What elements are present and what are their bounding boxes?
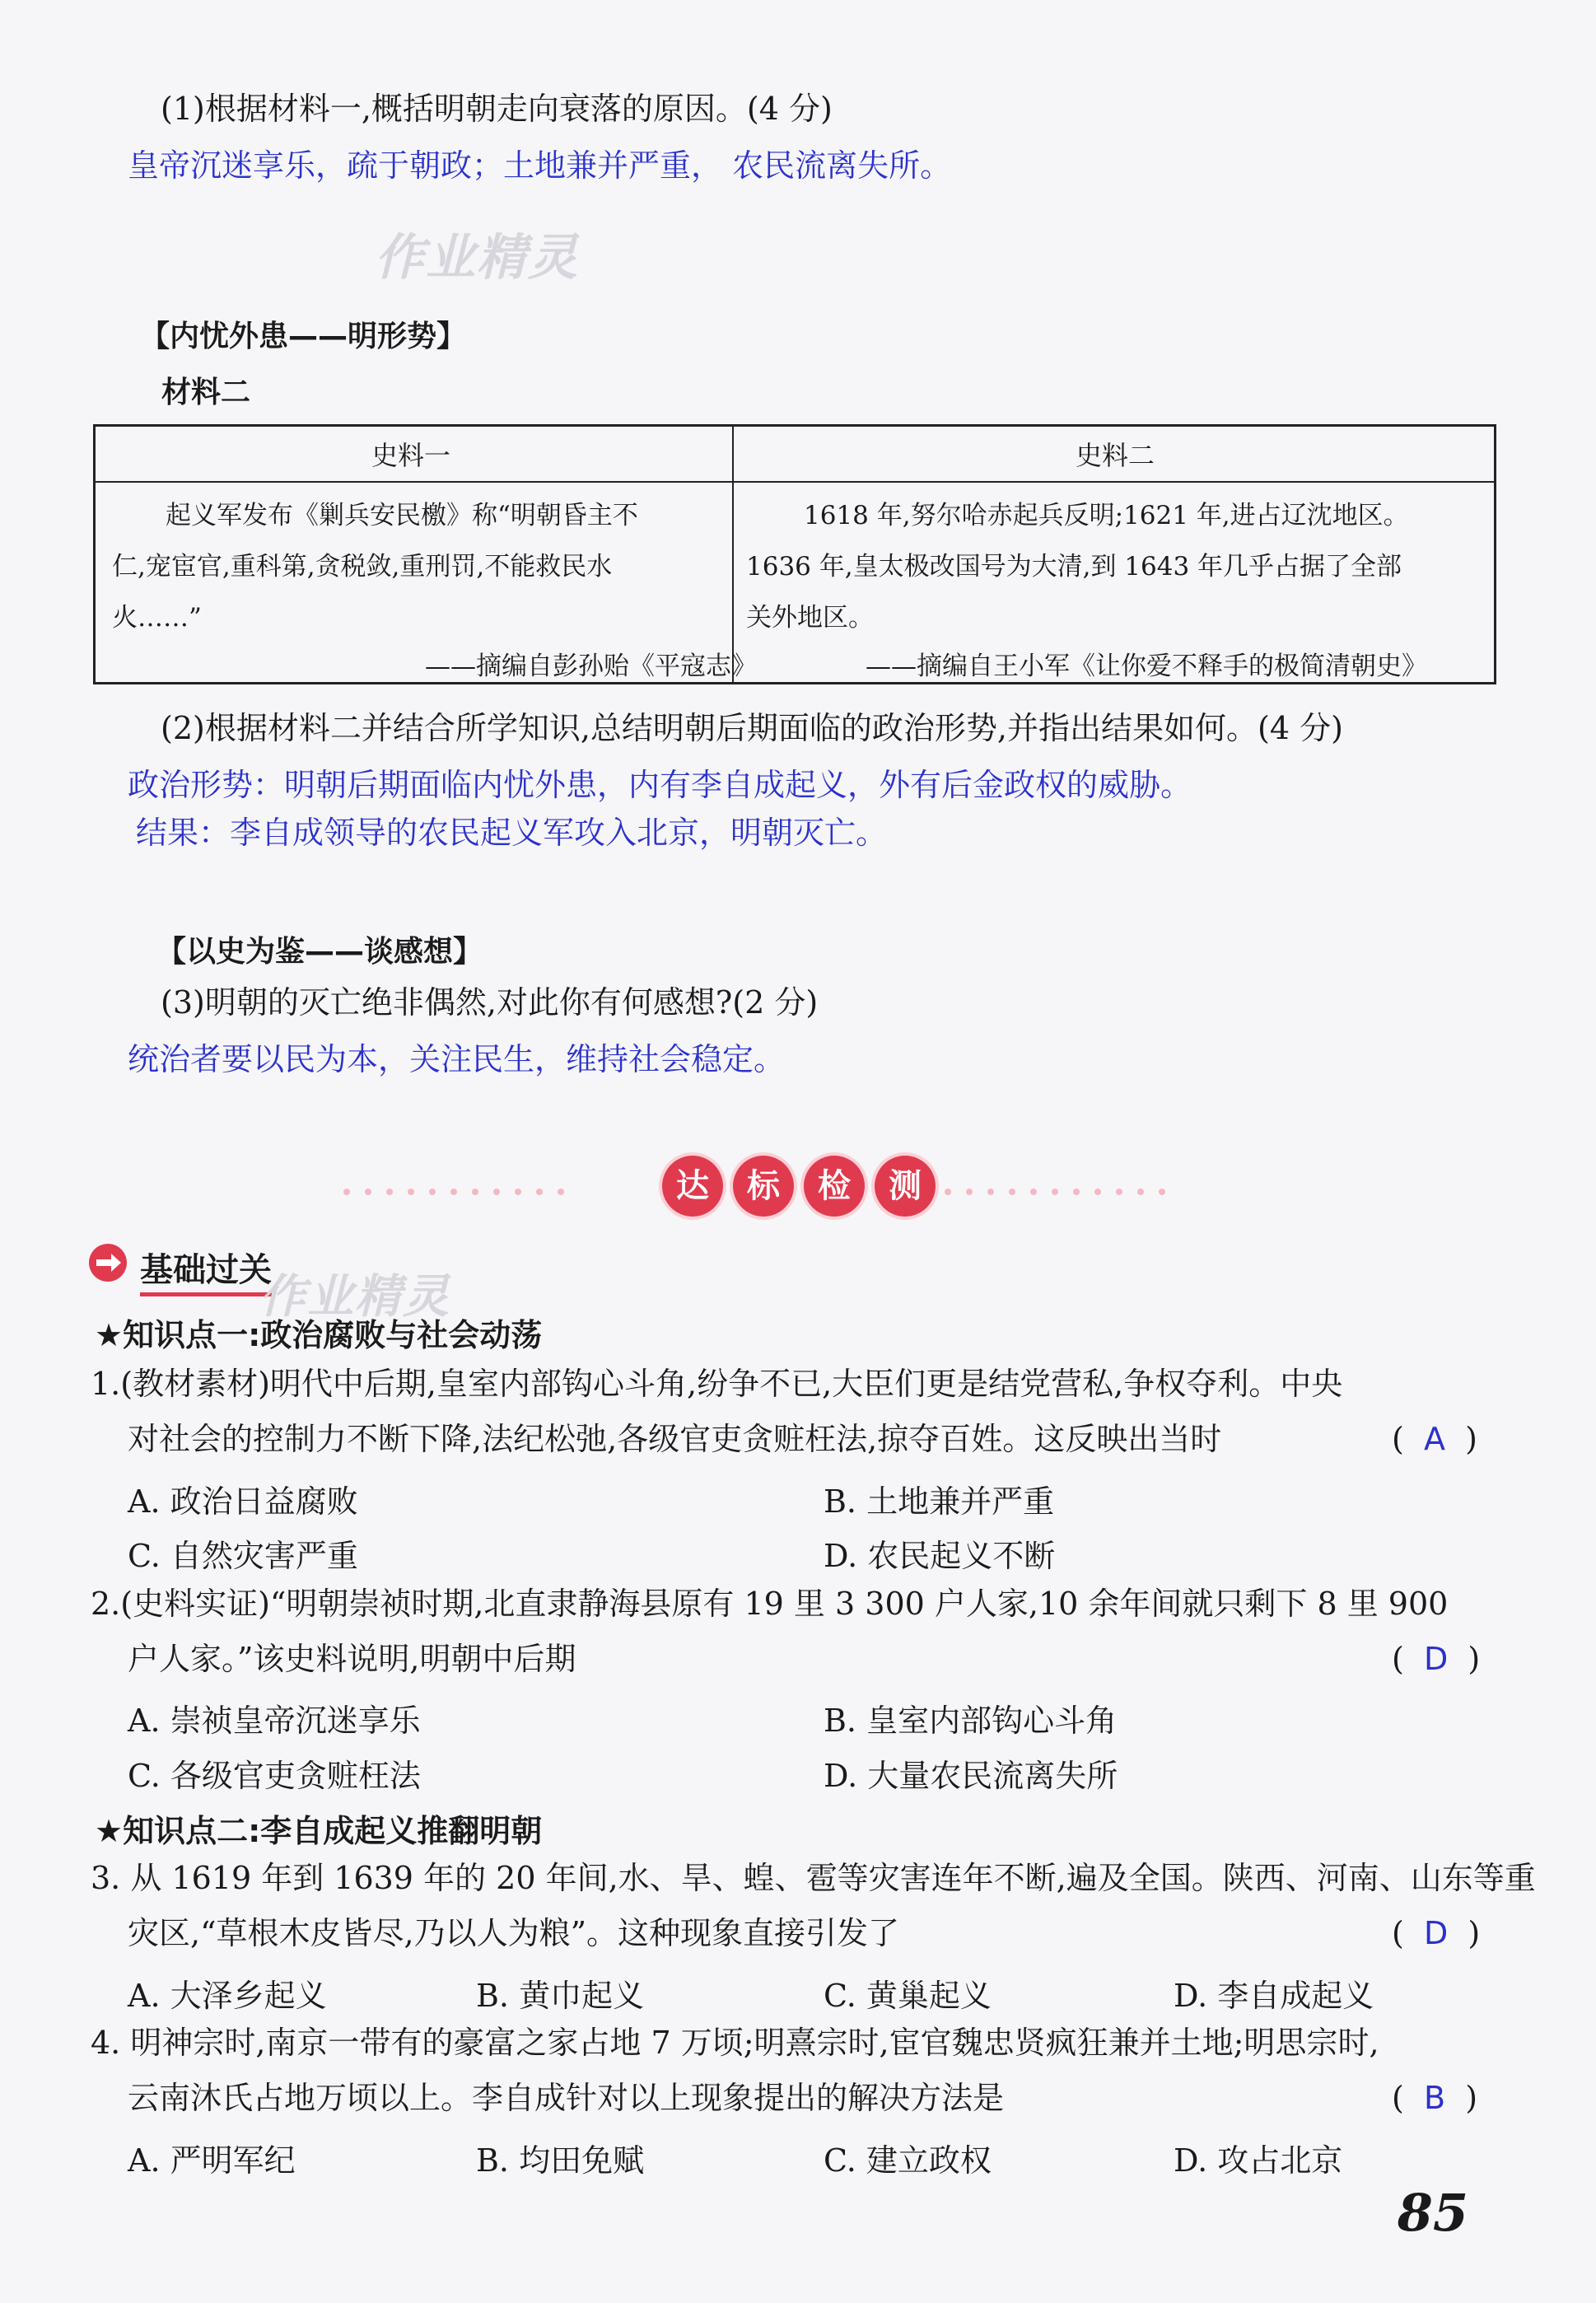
q4-line1: 4. 明神宗时,南京一带有的豪富之家占地 7 万顷;明熹宗时,宦官魏忠贤疯狂兼并土地;明思宗时, xyxy=(91,2025,1379,2061)
knowledge-point-1: ★知识点一:政治腐败与社会动荡 xyxy=(95,1317,543,1353)
q3-line2: 灾区,“草根木皮皆尽,乃以人为粮”。这种现象直接引发了 xyxy=(128,1915,900,1951)
table-col2-line: 1636 年,皇太极改国号为大清,到 1643 年几乎占据了全部 xyxy=(746,552,1402,582)
q1-option-d: D. 农民起义不断 xyxy=(824,1538,1056,1574)
knowledge-point-2: ★知识点二:李自成起义推翻明朝 xyxy=(95,1813,543,1849)
q3-option-b: B. 黄巾起义 xyxy=(476,1978,645,2014)
q2-line2: 户人家。”该史料说明,明朝中后期 xyxy=(128,1641,576,1677)
q2-option-d: D. 大量农民流离失所 xyxy=(824,1758,1118,1794)
table-col1-source: ——摘编自彭孙贻《平寇志》 xyxy=(425,652,757,681)
arrow-icon xyxy=(89,1244,127,1282)
q4-option-c: C. 建立政权 xyxy=(824,2142,992,2179)
q1-option-c: C. 自然灾害严重 xyxy=(128,1538,358,1574)
answer-3-text: 统治者要以民为本，关注民生，维持社会稳定。 xyxy=(128,1041,786,1077)
watermark-2: 作业精灵 xyxy=(259,1270,450,1324)
q4-answer: B xyxy=(1423,2080,1446,2116)
table-col1-line: 起义军发布《剿兵安民檄》称“明朝昏主不 xyxy=(166,501,638,530)
q3-option-a: A. 大泽乡起义 xyxy=(128,1978,327,2014)
q2-option-a: A. 崇祯皇帝沉迷享乐 xyxy=(128,1703,421,1739)
q1-line1: 1.(教材素材)明代中后期,皇室内部钩心斗角,纷争不已,大臣们更是结党营私,争权夺利。中央 xyxy=(91,1366,1343,1402)
answer-2-line2: 结果：李自成领导的农民起义军攻入北京，明朝灭亡。 xyxy=(136,815,888,851)
q2-option-b: B. 皇室内部钩心斗角 xyxy=(824,1703,1118,1739)
q3-answer: D xyxy=(1423,1915,1449,1951)
table-col2-line: 关外地区。 xyxy=(746,603,874,633)
watermark: 作业精灵 xyxy=(375,229,579,287)
banner-char: 标 xyxy=(733,1156,794,1217)
table-col1-line: 仁,宠宦官,重科第,贪税敛,重刑罚,不能救民水 xyxy=(112,552,613,582)
table-header-col2: 史料二 xyxy=(1076,440,1155,471)
q1-answer: A xyxy=(1423,1421,1445,1457)
table-col1-line: 火……” xyxy=(112,603,202,633)
page-number: 85 xyxy=(1397,2183,1468,2243)
material-table xyxy=(93,424,1496,684)
question-1-text: (1)根据材料一,概括明朝走向衰落的原因。(4 分) xyxy=(161,91,833,127)
section-heading-reflection: 【以史为鉴——谈感想】 xyxy=(156,935,483,969)
q1-line2: 对社会的控制力不断下降,法纪松弛,各级官吏贪赃枉法,掠夺百姓。这反映出当时 xyxy=(128,1421,1222,1457)
banner-dots-right xyxy=(937,1183,1173,1189)
q1-option-a: A. 政治日益腐败 xyxy=(128,1483,358,1520)
q4-option-d: D. 攻占北京 xyxy=(1174,2142,1343,2179)
question-2-text: (2)根据材料二并结合所学知识,总结明朝后期面临的政治形势,并指出结果如何。(4 分) xyxy=(161,710,1343,746)
table-header-col1: 史料一 xyxy=(371,440,451,471)
answer-2-line1: 政治形势：明朝后期面临内忧外患，内有李自成起义，外有后金政权的威胁。 xyxy=(128,767,1192,803)
question-3-text: (3)明朝的灭亡绝非偶然,对此你有何感想?(2 分) xyxy=(161,984,819,1021)
q3-option-c: C. 黄巢起义 xyxy=(824,1978,992,2014)
banner-char: 测 xyxy=(875,1156,936,1217)
q4-option-a: A. 严明军纪 xyxy=(128,2142,296,2179)
q2-line1: 2.(史料实证)“明朝崇祯时期,北直隶静海县原有 19 里 3 300 户人家,10 余年间就只剩下 8 里 900 xyxy=(91,1586,1449,1622)
q4-line2: 云南沐氏占地万顷以上。李自成针对以上现象提出的解决方法是 xyxy=(128,2080,1005,2116)
banner-char: 检 xyxy=(804,1156,865,1217)
q4-answer-bracket: ( B ) xyxy=(1392,2080,1478,2116)
banner-char: 达 xyxy=(662,1156,723,1217)
banner-dots-left xyxy=(336,1183,572,1189)
basic-label: 基础过关 xyxy=(140,1244,272,1296)
table-divider xyxy=(732,427,734,682)
q2-answer-bracket: ( D ) xyxy=(1392,1641,1481,1677)
section-heading-situation: 【内忧外患——明形势】 xyxy=(140,320,467,353)
q4-option-b: B. 均田免赋 xyxy=(476,2142,645,2179)
q3-option-d: D. 李自成起义 xyxy=(1174,1978,1374,2014)
q1-answer-bracket: ( A ) xyxy=(1392,1421,1477,1457)
answer-1-text: 皇帝沉迷享乐，疏于朝政；土地兼并严重， 农民流离失所。 xyxy=(128,147,952,184)
q3-answer-bracket: ( D ) xyxy=(1392,1915,1481,1951)
q2-option-c: C. 各级官吏贪赃枉法 xyxy=(128,1758,421,1794)
q2-answer: D xyxy=(1423,1641,1449,1677)
q3-line1: 3. 从 1619 年到 1639 年的 20 年间,水、旱、蝗、雹等灾害连年不断,遍及全国。陕西、河南、山东等重 xyxy=(91,1860,1536,1896)
table-header-row xyxy=(96,427,1494,483)
q1-option-b: B. 土地兼并严重 xyxy=(824,1483,1055,1520)
table-col2-source: ——摘编自王小军《让你爱不释手的极简清朝史》 xyxy=(866,652,1427,681)
table-col2-line: 1618 年,努尔哈赤起兵反明;1621 年,进占辽沈地区。 xyxy=(804,501,1409,530)
banner-title xyxy=(657,1156,940,1217)
material-label: 材料二 xyxy=(161,376,251,409)
